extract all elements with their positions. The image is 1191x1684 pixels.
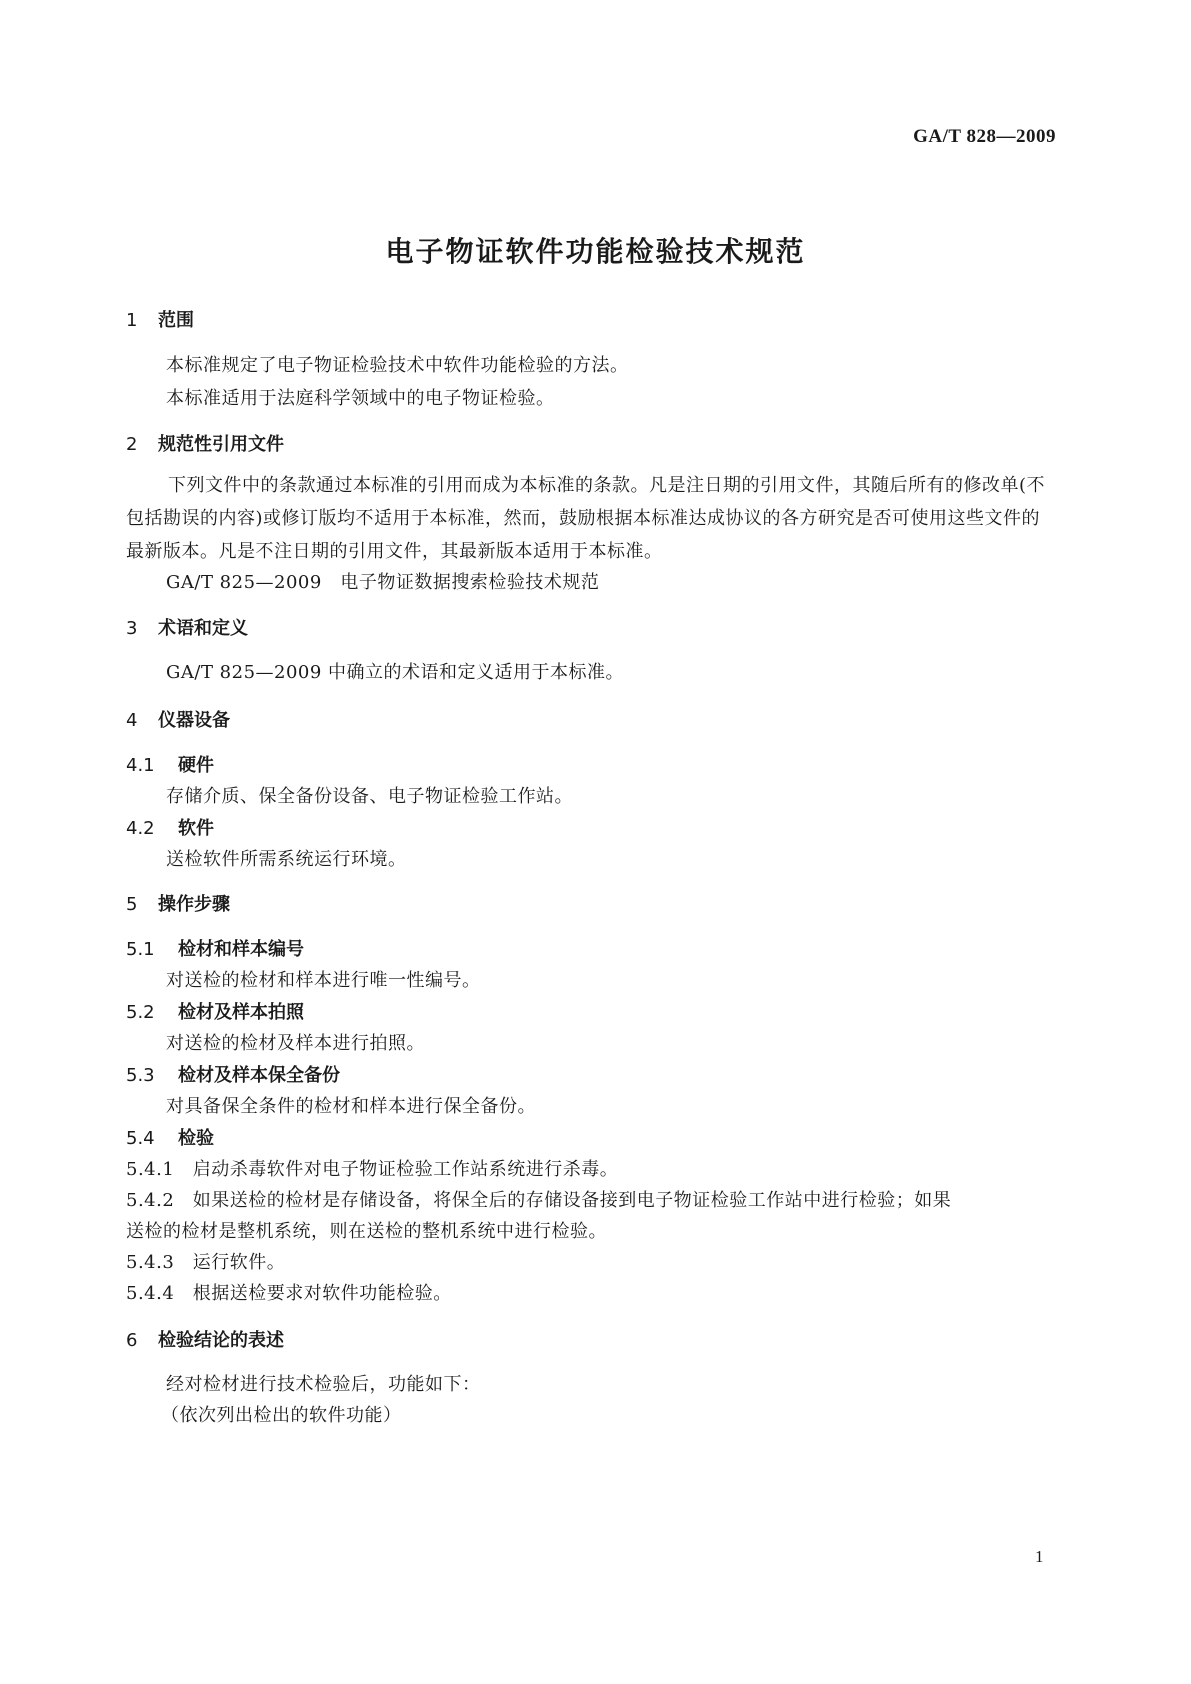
section-number: 2	[126, 434, 138, 455]
paragraph: 对送检的检材及样本进行拍照。	[166, 1033, 425, 1054]
section-title: 检验结论的表述	[158, 1330, 284, 1351]
section-number: 1	[126, 310, 138, 331]
normative-reference: GA/T 825—2009 电子物证数据搜索检验技术规范	[166, 572, 600, 593]
clause-5-4-3: 5.4.3 运行软件。	[126, 1252, 286, 1273]
section-number: 5	[126, 894, 138, 915]
subsection-number: 4.1	[126, 755, 155, 776]
paragraph: 对送检的检材和样本进行唯一性编号。	[166, 970, 481, 991]
section-2-heading	[126, 430, 284, 456]
section-title: 范围	[158, 310, 194, 331]
subsection-5-2-heading	[126, 998, 304, 1024]
subsection-5-3-heading	[126, 1061, 340, 1087]
document-title: 电子物证软件功能检验技术规范	[385, 235, 806, 268]
section-title: 术语和定义	[158, 618, 248, 639]
subsection-title: 检验	[178, 1128, 214, 1149]
section-5-heading	[126, 890, 230, 916]
clause-5-4-1: 5.4.1 启动杀毒软件对电子物证检验工作站系统进行杀毒。	[126, 1159, 619, 1180]
subsection-title: 检材和样本编号	[178, 939, 304, 960]
subsection-title: 检材及样本保全备份	[178, 1065, 340, 1086]
subsection-number: 4.2	[126, 818, 155, 839]
section-title: 规范性引用文件	[158, 434, 284, 455]
section-number: 6	[126, 1330, 138, 1351]
clause-5-4-2-continued: 送检的检材是整机系统，则在送检的整机系统中进行检验。	[126, 1221, 607, 1242]
paragraph: 送检软件所需系统运行环境。	[166, 849, 407, 870]
clause-5-4-2: 5.4.2 如果送检的检材是存储设备，将保全后的存储设备接到电子物证检验工作站中进行检验；如果	[126, 1190, 952, 1211]
subsection-4-1-heading	[126, 751, 214, 777]
subsection-4-2-heading	[126, 814, 214, 840]
clause-5-4-4: 5.4.4 根据送检要求对软件功能检验。	[126, 1283, 452, 1304]
subsection-title: 检材及样本拍照	[178, 1002, 304, 1023]
section-6-heading	[126, 1326, 284, 1352]
section-4-heading	[126, 706, 230, 732]
section-3-heading	[126, 614, 248, 640]
subsection-number: 5.4	[126, 1128, 155, 1149]
page-number: 1	[1035, 1547, 1044, 1566]
paragraph: 本标准适用于法庭科学领域中的电子物证检验。	[166, 388, 555, 409]
subsection-number: 5.2	[126, 1002, 155, 1023]
paragraph: 存储介质、保全备份设备、电子物证检验工作站。	[166, 786, 573, 807]
standard-code: GA/T 828—2009	[913, 126, 1056, 147]
paragraph: （依次列出检出的软件功能）	[161, 1405, 402, 1426]
paragraph: 本标准规定了电子物证检验技术中软件功能检验的方法。	[166, 355, 629, 376]
subsection-title: 软件	[178, 818, 214, 839]
section-number: 3	[126, 618, 138, 639]
subsection-number: 5.1	[126, 939, 155, 960]
paragraph: GA/T 825—2009 中确立的术语和定义适用于本标准。	[166, 662, 625, 683]
section-1-heading	[126, 306, 194, 332]
section-number: 4	[126, 710, 138, 731]
paragraph: 下列文件中的条款通过本标准的引用而成为本标准的条款。凡是注日期的引用文件，其随后所有的修改单(不包括勘误的内容)或修订版均不适用于本标准，然而，鼓励根据本标准达成协议的各方研究是否可使用这些文件的最新版本。凡是不注日期的引用文件，其最新版本适用于本标准。	[126, 475, 1046, 562]
subsection-5-1-heading	[126, 935, 304, 961]
paragraph: 对具备保全条件的检材和样本进行保全备份。	[166, 1096, 536, 1117]
paragraph: 经对检材进行技术检验后，功能如下：	[166, 1374, 481, 1395]
subsection-title: 硬件	[178, 755, 214, 776]
subsection-number: 5.3	[126, 1065, 155, 1086]
subsection-5-4-heading	[126, 1124, 214, 1150]
section-title: 操作步骤	[158, 894, 230, 915]
section-title: 仪器设备	[158, 710, 230, 731]
